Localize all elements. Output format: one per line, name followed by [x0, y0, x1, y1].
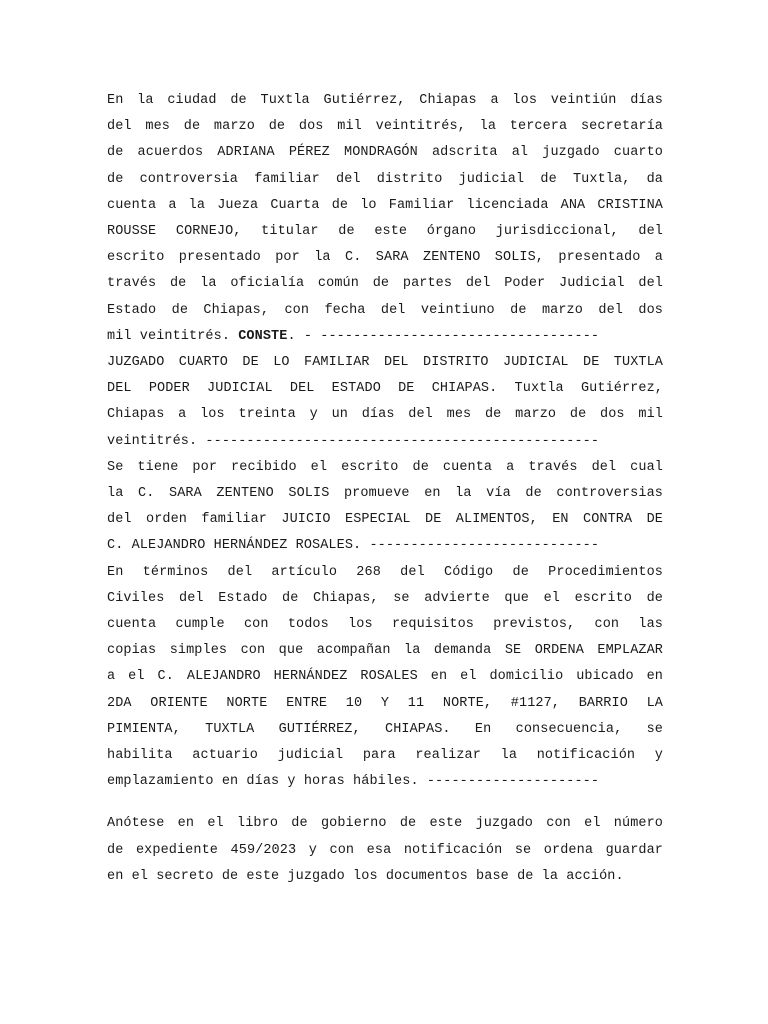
text-line: de expediente 459/2023 y con esa notificación se ordena guardar — [107, 842, 663, 858]
text-line: PIMIENTA, TUXTLA GUTIÉRREZ, CHIAPAS. En consecuencia, se — [107, 721, 663, 737]
text-line: del mes de marzo de dos mil veintitrés, la tercera secretaría — [107, 119, 663, 135]
paragraph-anotese — [107, 811, 663, 890]
text-line: Anótese en el libro de gobierno de este juzgado con el número — [107, 816, 663, 832]
text-line: habilita actuario judicial para realizar la notificación y — [107, 748, 663, 764]
text-line: cuenta cumple con todos los requisitos previstos, con las — [107, 617, 663, 633]
text-line: veintitrés. ------------------------------------------------ — [107, 433, 600, 449]
text-line: emplazamiento en días y horas hábiles. --------------------- — [107, 774, 600, 790]
text-line: Se tiene por recibido el escrito de cuenta a través del cual — [107, 459, 663, 475]
conste-label: CONSTE — [238, 328, 288, 344]
text-line: En la ciudad de Tuxtla Gutiérrez, Chiapas a los veintiún días — [107, 93, 663, 108]
text-line: DEL PODER JUDICIAL DEL ESTADO DE CHIAPAS. Tuxtla Gutiérrez, — [107, 381, 663, 397]
text-line: cuenta a la Jueza Cuarta de lo Familiar licenciada ANA CRISTINA — [107, 197, 663, 213]
text-line: Chiapas a los treinta y un días del mes de marzo de dos mil — [107, 407, 663, 423]
text-line: Estado de Chiapas, con fecha del veintiuno de marzo del dos — [107, 302, 663, 318]
text-line: través de la oficialía común de partes del Poder Judicial del — [107, 276, 663, 292]
text-line: ROUSSE CORNEJO, titular de este órgano jurisdiccional, del — [107, 224, 663, 240]
text-line: Civiles del Estado de Chiapas, se advierte que el escrito de — [107, 590, 663, 606]
text-line: a el C. ALEJANDRO HERNÁNDEZ ROSALES en el domicilio ubicado en — [107, 669, 663, 685]
document-body — [107, 88, 663, 890]
paragraph-razon — [107, 88, 663, 350]
text-line: escrito presentado por la C. SARA ZENTENO SOLIS, presentado a — [107, 250, 663, 266]
paragraph-recibido — [107, 455, 663, 560]
text-line: del orden familiar JUICIO ESPECIAL DE ALIMENTOS, EN CONTRA DE — [107, 512, 663, 528]
text-line: de acuerdos ADRIANA PÉREZ MONDRAGÓN adscrita al juzgado cuarto — [107, 145, 663, 161]
text-line: copias simples con que acompañan la demanda SE ORDENA EMPLAZAR — [107, 643, 663, 659]
text-line: la C. SARA ZENTENO SOLIS promueve en la vía de controversias — [107, 486, 663, 502]
text-line: JUZGADO CUARTO DE LO FAMILIAR DEL DISTRITO JUDICIAL DE TUXTLA — [107, 355, 663, 371]
closing-suffix: . - ---------------------------------- — [287, 328, 600, 344]
text-line: de controversia familiar del distrito judicial de Tuxtla, da — [107, 171, 663, 187]
text-line: 2DA ORIENTE NORTE ENTRE 10 Y 11 NORTE, #1127, BARRIO LA — [107, 695, 663, 711]
text-line: en el secreto de este juzgado los documentos base de la acción. — [107, 868, 624, 884]
paragraph-juzgado-header — [107, 350, 663, 455]
text-line: C. ALEJANDRO HERNÁNDEZ ROSALES. ---------------------------- — [107, 538, 600, 554]
text-line: En términos del artículo 268 del Código de Procedimientos — [107, 564, 663, 580]
paragraph-emplazamiento — [107, 560, 663, 796]
closing-prefix: mil veintitrés. — [107, 328, 239, 344]
text-line-conste — [107, 324, 663, 350]
